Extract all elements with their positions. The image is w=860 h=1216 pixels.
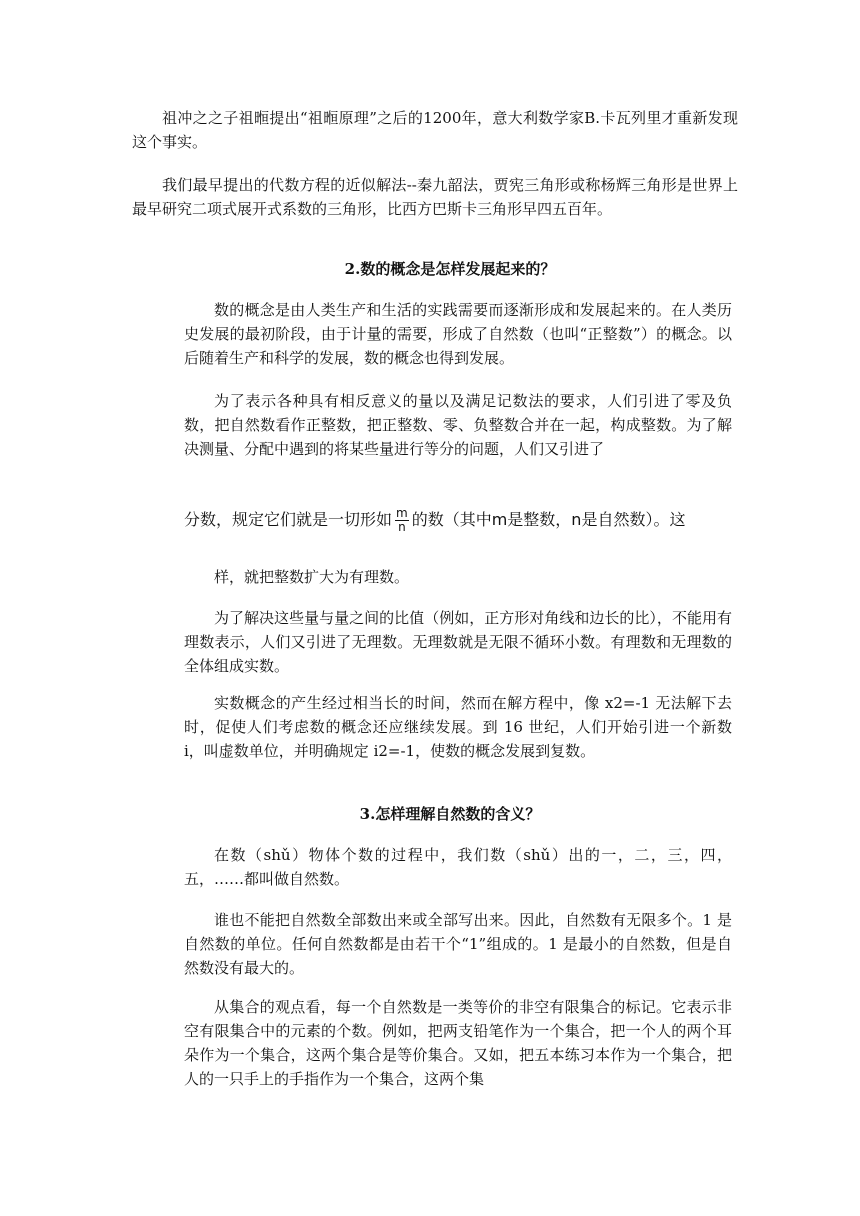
section-3-heading: 3.怎样理解自然数的含义？	[359, 805, 541, 823]
section-3-paragraph-2: 谁也不能把自然数全部数出来或全部写出来。因此，自然数有无限多个。1 是自然数的单位。任何自然数都是由若干个“1”组成的。1 是最小的自然数，但是自然数没有最大的。	[184, 911, 732, 977]
section-2-paragraph-5: 实数概念的产生经过相当长的时间，然而在解方程中，像 x2=-1 无法解下去时，促使人们考虑数的概念还应继续发展。到 16 世纪，人们开始引进一个新数 i，叫虚数单位，并明确规定 i2=-1，使数的概念发展到复数。	[184, 694, 732, 760]
fraction-formula-line	[0, 500, 860, 540]
section-2-paragraph-3: 样，就把整数扩大为有理数。	[214, 568, 410, 586]
formula-text-before: 分数，规定它们就是一切形如	[184, 510, 393, 529]
section-2-paragraph-4: 为了解决这些量与量之间的比值（例如，正方形对角线和边长的比），不能用有理数表示，人们又引进了无理数。无理数就是无限不循环小数。有理数和无理数的全体组成实数。	[184, 609, 732, 675]
fraction-denominator: n	[398, 519, 406, 534]
formula-text-after: 的数（其中m是整数，n是自然数）。这	[411, 510, 686, 529]
section-2-paragraph-1: 数的概念是由人类生产和生活的实践需要而逐渐形成和发展起来的。在人类历史发展的最初阶段，由于计量的需要，形成了自然数（也叫“正整数”）的概念。以后随着生产和科学的发展，数的概念也得到发展。	[184, 301, 732, 367]
intro-paragraph-2: 我们最早提出的代数方程的近似解法--秦九韶法，贾宪三角形或称杨辉三角形是世界上最早研究二项式展开式系数的三角形，比西方巴斯卡三角形早四五百年。	[132, 176, 738, 218]
fraction-numerator: m	[396, 505, 408, 520]
intro-paragraph-1: 祖冲之之子祖暅提出“祖暅原理”之后的1200年，意大利数学家B.卡瓦列里才重新发现这个事实。	[132, 109, 738, 151]
section-2-heading: 2.数的概念是怎样发展起来的？	[344, 260, 556, 278]
section-2-paragraph-2: 为了表示各种具有相反意义的量以及满足记数法的要求，人们引进了零及负数，把自然数看作正整数，把正整数、零、负整数合并在一起，构成整数。为了解决测量、分配中遇到的将某些量进行等分的问题，人们又引进了	[184, 392, 732, 458]
section-3-paragraph-1: 在数（shǔ）物体个数的过程中，我们数（shǔ）出的一，二，三，四，五，……都叫做自然数。	[184, 846, 732, 888]
fraction-m-over-n	[395, 507, 409, 534]
section-3-paragraph-3: 从集合的观点看，每一个自然数是一类等价的非空有限集合的标记。它表示非空有限集合中的元素的个数。例如，把两支铅笔作为一个集合，把一个人的两个耳朵作为一个集合，这两个集合是等价集合。又如，把五本练习本作为一个集合，把人的一只手上的手指作为一个集合，这两个集	[184, 998, 732, 1088]
